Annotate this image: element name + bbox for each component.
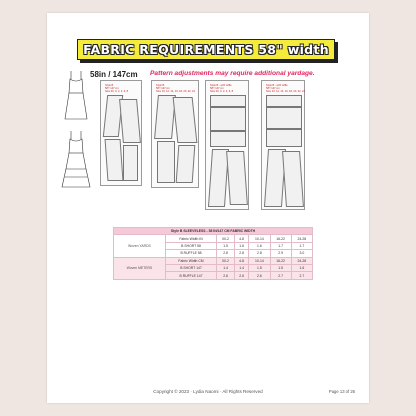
page-number: Page 13 of 26 bbox=[328, 389, 355, 394]
pattern-piece bbox=[157, 141, 175, 183]
group-label: Woven METERS bbox=[114, 257, 166, 279]
pattern-piece bbox=[266, 95, 302, 107]
dress-sketch-short bbox=[65, 71, 87, 119]
table-cell: 4-8 bbox=[234, 235, 248, 242]
layout-fabric: 58"/ 147 cm bbox=[105, 87, 119, 91]
pattern-piece bbox=[210, 107, 246, 131]
table-cell: 1.5 bbox=[270, 264, 291, 271]
row-label: Fabric Width IN bbox=[165, 235, 216, 242]
table-cell: 3.0 bbox=[291, 250, 312, 257]
pattern-piece bbox=[266, 107, 302, 129]
fabric-requirements-table bbox=[113, 227, 313, 280]
table-cell: 1.7 bbox=[291, 242, 312, 249]
yardage-note: Pattern adjustments may require additional yardage. bbox=[150, 70, 315, 77]
table-row bbox=[114, 257, 313, 264]
table-cell: 2.6 bbox=[234, 272, 248, 279]
layout-fabric: 58"/ 147 cm bbox=[156, 87, 170, 91]
pattern-piece bbox=[119, 99, 141, 143]
table-cell: 16-22 bbox=[270, 235, 291, 242]
table-row bbox=[114, 235, 313, 242]
table-cell: 2.8 bbox=[234, 250, 248, 257]
layout-style: Style B bbox=[105, 84, 114, 87]
cutting-layout-2 bbox=[151, 80, 199, 188]
pattern-piece bbox=[210, 131, 246, 147]
layout-style: Style B bbox=[156, 84, 165, 87]
layout-sizes: Size 10, 12, 14, 16, 18, 20, 22, 24 bbox=[266, 90, 305, 94]
pattern-piece bbox=[282, 151, 304, 207]
title-banner bbox=[77, 39, 335, 60]
layout-sizes: Size 00, 0, 2, 4, 6, 8 bbox=[105, 90, 129, 94]
table-cell: 2.7 bbox=[270, 272, 291, 279]
dress-sketches bbox=[59, 69, 93, 189]
table-cell: 1.5 bbox=[249, 264, 270, 271]
table-cell: 24-28 bbox=[291, 235, 312, 242]
table-cell: 2.6 bbox=[217, 272, 235, 279]
copyright-footer: Copyright © 2023 · Lydia Naomi · All Rights Reserved bbox=[153, 389, 263, 394]
document-page bbox=[47, 13, 369, 403]
table-cell: 1.6 bbox=[234, 242, 248, 249]
table-cell: 2.8 bbox=[249, 250, 270, 257]
pattern-piece bbox=[210, 95, 246, 107]
table-title-row bbox=[114, 228, 313, 235]
table-cell: 4-8 bbox=[234, 257, 248, 264]
table-cell: 1.5 bbox=[217, 242, 235, 249]
table-title: Style B SLEEVELESS - 58 IN/147 CM FABRIC WIDTH bbox=[114, 228, 313, 235]
table-cell: 1.7 bbox=[270, 242, 291, 249]
table-cell: 2.7 bbox=[291, 272, 312, 279]
table-cell: 1.6 bbox=[249, 242, 270, 249]
cutting-layout-1 bbox=[100, 80, 142, 186]
pattern-piece bbox=[173, 97, 198, 143]
page-title: FABRIC REQUIREMENTS 58" width bbox=[83, 42, 329, 57]
row-label: Fabric Width CM bbox=[165, 257, 216, 264]
row-label: B RUFFLE 147 bbox=[165, 272, 216, 279]
table-cell: 1.6 bbox=[291, 264, 312, 271]
layout-fabric: 58"/ 147 cm bbox=[210, 87, 224, 91]
table-cell: 10-14 bbox=[249, 257, 270, 264]
row-label: B SHORT 147 bbox=[165, 264, 216, 271]
table-cell: 2.8 bbox=[217, 250, 235, 257]
table-cell: 1.4 bbox=[234, 264, 248, 271]
table-cell: 00-2 bbox=[217, 257, 235, 264]
table-cell: 00-2 bbox=[217, 235, 235, 242]
pattern-piece bbox=[176, 145, 196, 183]
table-cell: 2.9 bbox=[270, 250, 291, 257]
layout-sizes: Size 10, 12, 14, 16, 18, 20, 22, 24 bbox=[156, 90, 195, 94]
layout-style: Style B - with ruffle bbox=[210, 84, 232, 87]
table-cell: 2.6 bbox=[249, 272, 270, 279]
table-cell: 24-28 bbox=[291, 257, 312, 264]
cutting-layout-3 bbox=[205, 80, 249, 210]
fabric-width-label: 58in / 147cm bbox=[90, 70, 138, 79]
group-label: Woven YARDS bbox=[114, 235, 166, 257]
dress-sketch-ruffle bbox=[62, 131, 90, 187]
cutting-layout-4 bbox=[261, 80, 305, 210]
layout-fabric: 58"/ 147 cm bbox=[266, 87, 280, 91]
row-label: B SHORT 58 bbox=[165, 242, 216, 249]
pattern-piece bbox=[123, 145, 138, 181]
row-label: B RUFFLE 58 bbox=[165, 250, 216, 257]
layout-style: Style B - with ruffle bbox=[266, 84, 288, 87]
table-cell: 1.4 bbox=[217, 264, 235, 271]
layout-sizes: Size 00, 0, 2, 4, 6, 8 bbox=[210, 90, 234, 94]
table-cell: 10-14 bbox=[249, 235, 270, 242]
pattern-piece bbox=[105, 139, 124, 181]
table-cell: 16-22 bbox=[270, 257, 291, 264]
pattern-piece bbox=[266, 129, 302, 147]
pattern-piece bbox=[226, 151, 248, 205]
